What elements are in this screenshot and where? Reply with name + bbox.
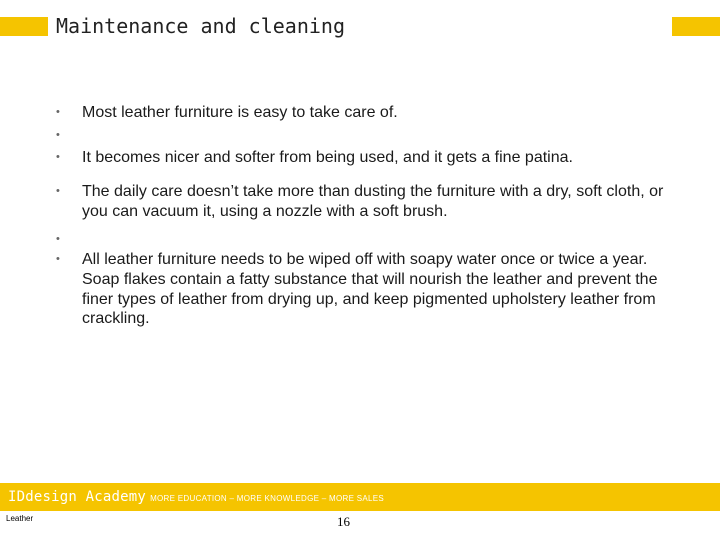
bullet-item-empty [54,126,674,145]
bullet-dot: • [56,233,60,246]
bullet-text: Most leather furniture is easy to take care of. [82,104,398,121]
bullet-list [54,103,674,329]
bullet-item [54,148,674,168]
bullet-dot: • [56,106,60,118]
footer-band [0,483,720,511]
slide-title: Maintenance and cleaning [56,14,345,38]
bullet-item [54,250,674,328]
footer-tagline: MORE EDUCATION – MORE KNOWLEDGE – MORE SALES [150,494,385,503]
bullet-text: It becomes nicer and softer from being used, and it gets a fine patina. [82,148,573,166]
bullet-item [54,103,674,123]
bullet-dot: • [56,185,60,198]
header-accent-bar-right [672,17,720,36]
bullet-text: All leather furniture needs to be wiped off with soapy water once or twice a year. Soap flakes contain a fatty substance that will nourish the leather and prevent the finer types of leather from drying up, and keep pigmented upholstery leather from crackling. [82,251,658,328]
footer-brand: IDdesign Academy [8,489,147,505]
footer-section-label: Leather [6,514,34,523]
bullet-item [54,182,674,221]
header-accent-bar-left [0,17,48,36]
bullet-text: The daily care doesn’t take more than dusting the furniture with a dry, soft cloth, or you can vacuum it, using a nozzle with a soft brush. [82,183,664,220]
bullet-item-empty [54,230,674,249]
bullet-dot: • [56,253,60,266]
bullet-dot: • [56,150,60,163]
bullet-dot: • [56,128,60,141]
page-number: 16 [337,514,350,529]
